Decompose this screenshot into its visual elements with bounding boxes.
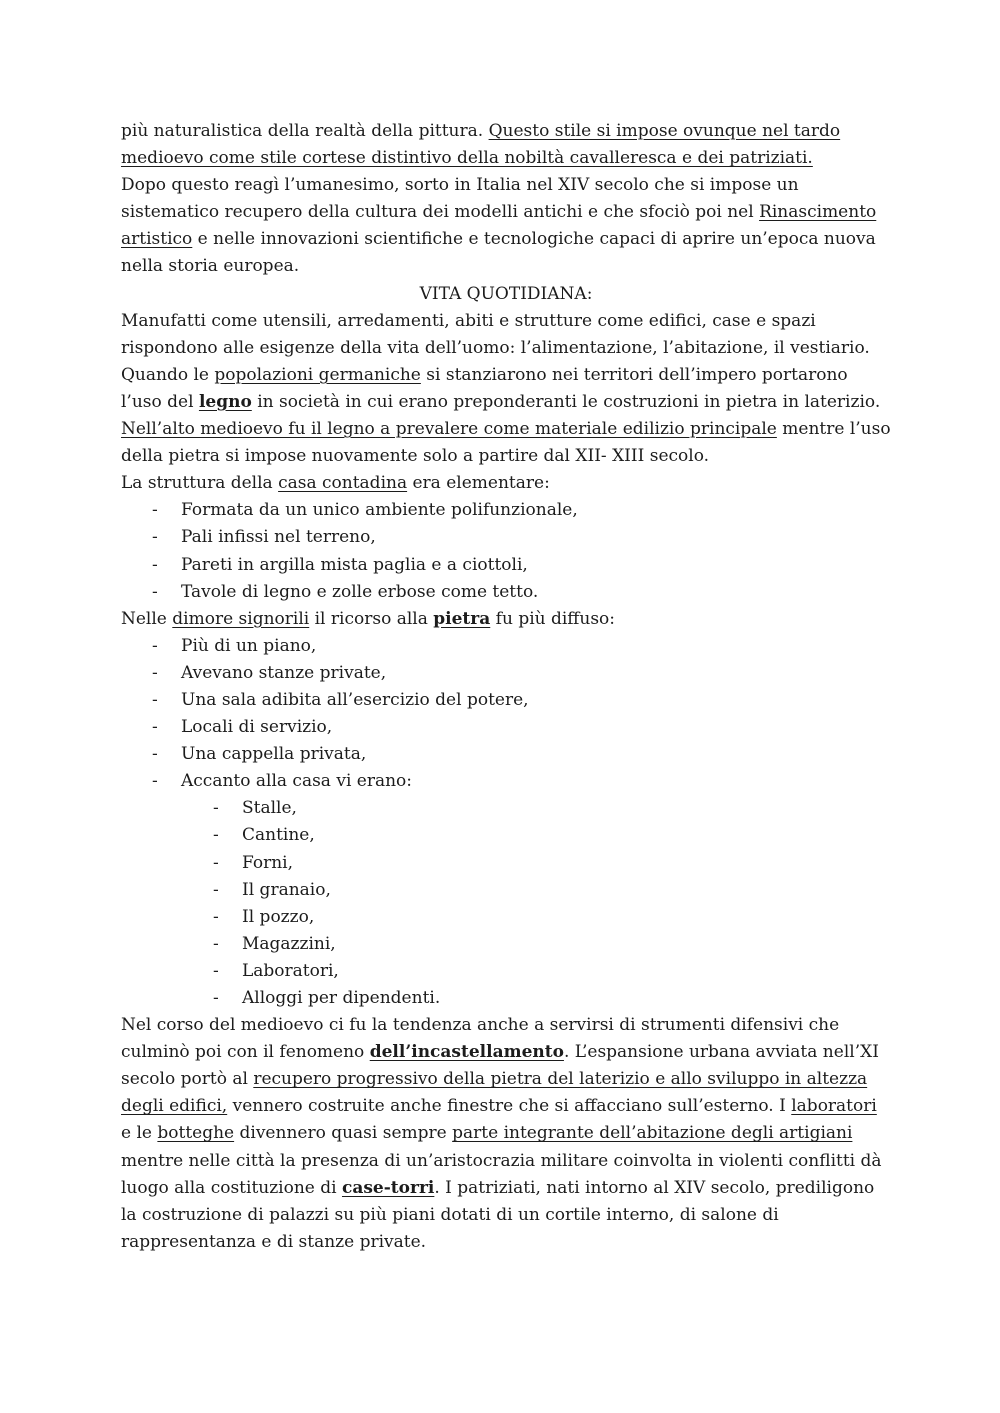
list-item-text: Magazzini,	[242, 933, 336, 954]
list-item	[121, 660, 891, 687]
text: fu più diffuso:	[490, 608, 616, 629]
list-item	[121, 687, 891, 714]
list-item	[121, 552, 891, 579]
paragraph-incastellamento	[121, 1012, 891, 1256]
dash-bullet: -	[152, 635, 158, 656]
dash-bullet: -	[152, 689, 158, 710]
list-item-text: Pareti in argilla mista paglia e a ciottoli,	[181, 554, 528, 575]
document-body	[121, 118, 891, 1256]
list-item	[121, 714, 891, 741]
dash-bullet: -	[152, 662, 158, 683]
list-item-text: Il granaio,	[242, 879, 331, 900]
underlined-text: recupero progressivo della pietra del laterizio e allo sviluppo in altezza degli edifici,	[121, 1069, 868, 1117]
dash-bullet: -	[213, 960, 219, 981]
sublist-annessi	[121, 795, 891, 1012]
dash-bullet: -	[152, 744, 158, 765]
underlined-text: popolazioni germaniche	[214, 364, 421, 385]
text: il ricorso alla	[309, 608, 434, 629]
underlined-text: Nell’alto medioevo fu il legno a prevalere come materiale edilizio principale	[121, 419, 777, 440]
dash-bullet: -	[213, 879, 219, 900]
paragraph-dimore-signorili	[121, 606, 891, 633]
text: vennero costruite anche finestre che si affacciano sull’esterno. I	[227, 1096, 792, 1117]
dash-bullet: -	[152, 554, 158, 575]
list-item-text: Cantine,	[242, 825, 315, 846]
text: . I patriziati, nati intorno al XIV secolo, prediligono la costruzione di palazzi su più piani dotati di un cortile interno, di salone di rappresentanza e di stanze private.	[121, 1177, 875, 1252]
list-casa-contadina	[121, 497, 891, 605]
list-item	[121, 768, 891, 795]
text: Dopo questo reagì l’umanesimo, sorto in Italia nel XIV secolo che si impose un sistematico recupero della cultura dei modelli antichi e che sfociò poi nel	[121, 175, 799, 223]
text: era elementare:	[407, 473, 550, 494]
list-dimore-signorili	[121, 633, 891, 796]
list-item-text: Pali infissi nel terreno,	[181, 527, 376, 548]
dash-bullet: -	[213, 933, 219, 954]
list-item-text: Avevano stanze private,	[181, 662, 387, 683]
underlined-text: parte integrante dell’abitazione degli artigiani	[452, 1123, 853, 1144]
underlined-text: laboratori	[791, 1096, 877, 1117]
list-item-text: Accanto alla casa vi erano:	[181, 771, 413, 792]
list-item-text: Tavole di legno e zolle erbose come tetto.	[181, 581, 539, 602]
text: Nelle	[121, 608, 173, 629]
list-item-text: Forni,	[242, 852, 294, 873]
sublist-item	[121, 931, 891, 958]
bold-underlined-text: legno	[198, 391, 252, 412]
dash-bullet: -	[152, 771, 158, 792]
bold-underlined-text: case-torri	[341, 1177, 435, 1198]
paragraph-casa-contadina	[121, 470, 891, 497]
list-item-text: Una sala adibita all’esercizio del potere,	[181, 689, 529, 710]
text: . L’espansione urbana avviata nell’XI secolo portò al	[121, 1042, 879, 1090]
paragraph-intro	[121, 118, 891, 281]
dash-bullet: -	[213, 852, 219, 873]
dash-bullet: -	[152, 527, 158, 548]
list-item-text: Alloggi per dipendenti.	[242, 988, 441, 1008]
text: in società in cui erano preponderanti le costruzioni in pietra in laterizio.	[251, 391, 881, 412]
underlined-text: Questo stile si impose ovunque nel tardo medioevo come stile cortese distintivo della nobiltà cavalleresca e dei patriziati.	[121, 121, 841, 169]
bold-underlined-text: dell’incastellamento	[369, 1042, 564, 1063]
list-item-text: Formata da un unico ambiente polifunzionale,	[181, 500, 578, 521]
text: Manufatti come utensili, arredamenti, abiti e strutture come edifici, case e spazi rispondono alle esigenze della vita dell’uomo: l’alimentazione, l’abitazione, il vestiario. Quando le	[121, 310, 870, 385]
underlined-text: casa contadina	[278, 473, 408, 494]
list-item-text: Stalle,	[242, 798, 297, 819]
underlined-text: botteghe	[157, 1123, 235, 1144]
sublist-item	[121, 958, 891, 985]
paragraph-materials	[121, 308, 891, 471]
sublist-item	[121, 904, 891, 931]
dash-bullet: -	[213, 798, 219, 819]
dash-bullet: -	[152, 581, 158, 602]
text: divennero quasi sempre	[234, 1123, 453, 1144]
list-item	[121, 633, 891, 660]
list-item	[121, 497, 891, 524]
underlined-text: Rinascimento artistico	[121, 202, 877, 250]
list-item-text: Il pozzo,	[242, 906, 315, 927]
text: mentre nelle città la presenza di un’aristocrazia militare coinvolta in violenti conflitti dà luogo alla costituzione di	[121, 1150, 882, 1198]
text: Nel corso del medioevo ci fu la tendenza anche a servirsi di strumenti difensivi che culminò poi con il fenomeno	[121, 1015, 840, 1063]
dash-bullet: -	[152, 717, 158, 738]
text: e nelle innovazioni scientifiche e tecnologiche capaci di aprire un’epoca nuova nella storia europea.	[121, 229, 876, 277]
text: La struttura della	[121, 473, 279, 494]
dash-bullet: -	[213, 825, 219, 846]
list-item-text: Laboratori,	[242, 960, 339, 981]
text: mentre l’uso della pietra si impose nuovamente solo a partire dal XII- XIII secolo.	[121, 419, 891, 467]
list-item-text: Più di un piano,	[181, 635, 317, 656]
sublist-item	[121, 822, 891, 849]
sublist-item	[121, 985, 891, 1012]
dash-bullet: -	[152, 500, 158, 521]
list-item	[121, 579, 891, 606]
bold-underlined-text: pietra	[433, 608, 491, 629]
sublist-item	[121, 795, 891, 822]
dash-bullet: -	[213, 906, 219, 927]
list-item-text: Una cappella privata,	[181, 744, 367, 765]
list-item-text: Locali di servizio,	[181, 717, 333, 738]
dash-bullet: -	[213, 988, 219, 1008]
list-item	[121, 524, 891, 551]
underlined-text: dimore signorili	[172, 608, 310, 629]
text: più naturalistica della realtà della pittura.	[121, 121, 489, 141]
text: si stanziarono nei territori dell’impero portarono l’uso del	[121, 364, 848, 412]
list-item	[121, 741, 891, 768]
sublist-item	[121, 877, 891, 904]
text: e le	[121, 1123, 158, 1144]
section-heading: VITA QUOTIDIANA:	[419, 283, 593, 304]
sublist-item	[121, 850, 891, 877]
